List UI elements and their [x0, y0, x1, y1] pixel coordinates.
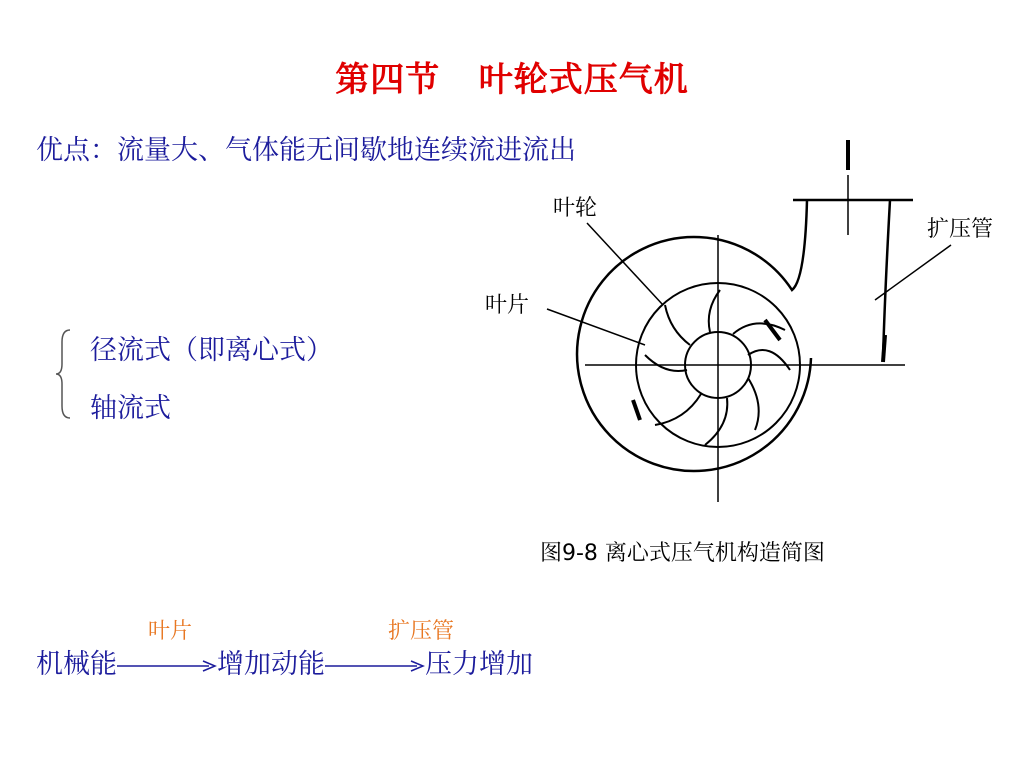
blade-label: 叶片: [485, 293, 530, 318]
diffuser-label: 扩压管: [927, 217, 994, 242]
blade: [645, 355, 687, 371]
compressor-diagram: [465, 130, 1024, 580]
impeller-leader: [587, 223, 663, 305]
flow-note-diffuser: 扩压管: [388, 619, 455, 644]
flow-step-mechanical: 机械能: [36, 649, 117, 680]
volute-tongue: [765, 320, 780, 340]
arrow-icon: [325, 656, 425, 676]
flow-note-blade: 叶片: [148, 619, 193, 644]
impeller-label: 叶轮: [553, 196, 598, 221]
blade: [665, 305, 690, 345]
left-brace: [54, 328, 74, 420]
flow-step-pressure: 压力增加: [425, 649, 533, 680]
diffuser-mark: [883, 335, 885, 362]
type-axial: 轴流式: [90, 393, 171, 424]
blade: [705, 398, 727, 445]
slide-title: 第四节 叶轮式压气机: [335, 60, 689, 100]
blade: [748, 350, 790, 370]
diagram-caption: 图9-8 离心式压气机构造简图: [540, 541, 825, 566]
flow-step-kinetic: 增加动能: [217, 649, 325, 680]
blade: [748, 378, 759, 430]
volute-mark: [633, 400, 640, 420]
advantages-text: 优点：流量大、气体能无间歇地连续流进流出: [36, 135, 576, 166]
energy-flow: [36, 642, 533, 681]
blade-leader: [547, 309, 645, 345]
arrow-icon: [117, 656, 217, 676]
blade: [655, 394, 701, 425]
blade: [733, 323, 785, 334]
type-radial: 径流式（即离心式）: [90, 335, 333, 366]
volute-wall: [883, 200, 890, 358]
